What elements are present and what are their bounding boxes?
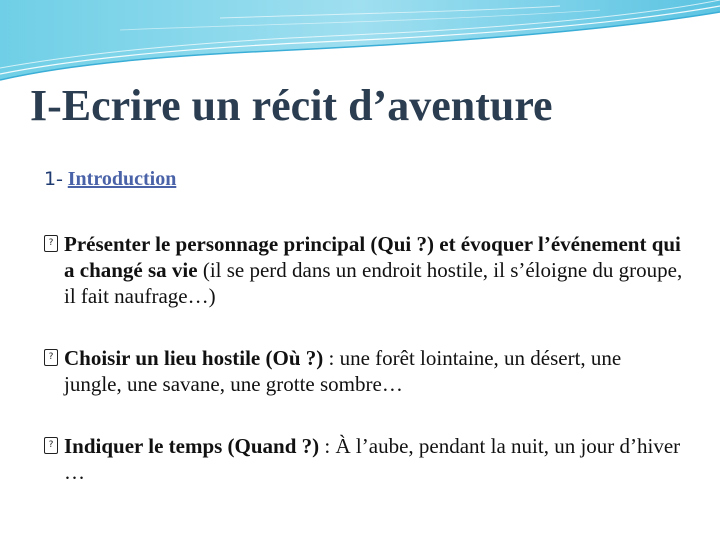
bullet-regular-text: : À l’aube, pendant la nuit, un jour d’hiver … bbox=[64, 434, 681, 484]
bullet-item-personnage bbox=[44, 231, 684, 309]
section-link-introduction[interactable]: Introduction bbox=[67, 168, 177, 190]
section-separator: - bbox=[56, 168, 68, 190]
bullet-regular-text: : une forêt lointaine, un désert, une jungle, une savane, une grotte sombre… bbox=[64, 346, 622, 396]
bullet-marker-icon: ? bbox=[44, 437, 58, 454]
bullet-regular-text: (il se perd dans un endroit hostile, il s’éloigne du groupe, il fait naufrage…) bbox=[64, 258, 683, 308]
bullet-marker-icon: ? bbox=[44, 235, 58, 252]
bullet-item-lieu bbox=[44, 345, 684, 397]
bullet-list bbox=[44, 231, 684, 485]
bullet-item-temps bbox=[44, 433, 684, 485]
bullet-bold-text: Indiquer le temps (Quand ?) bbox=[64, 434, 320, 458]
header-swoosh-decoration bbox=[0, 0, 720, 90]
bullet-marker-icon: ? bbox=[44, 349, 58, 366]
bullet-bold-text: Présenter le personnage principal (Qui ?) et évoquer l’événement qui a changé sa vie bbox=[64, 232, 681, 282]
section-number: 1 bbox=[44, 168, 57, 190]
section-heading bbox=[44, 168, 176, 191]
bullet-bold-text: Choisir un lieu hostile (Où ?) bbox=[64, 346, 324, 370]
slide-title: I-Ecrire un récit d’aventure bbox=[30, 81, 553, 130]
